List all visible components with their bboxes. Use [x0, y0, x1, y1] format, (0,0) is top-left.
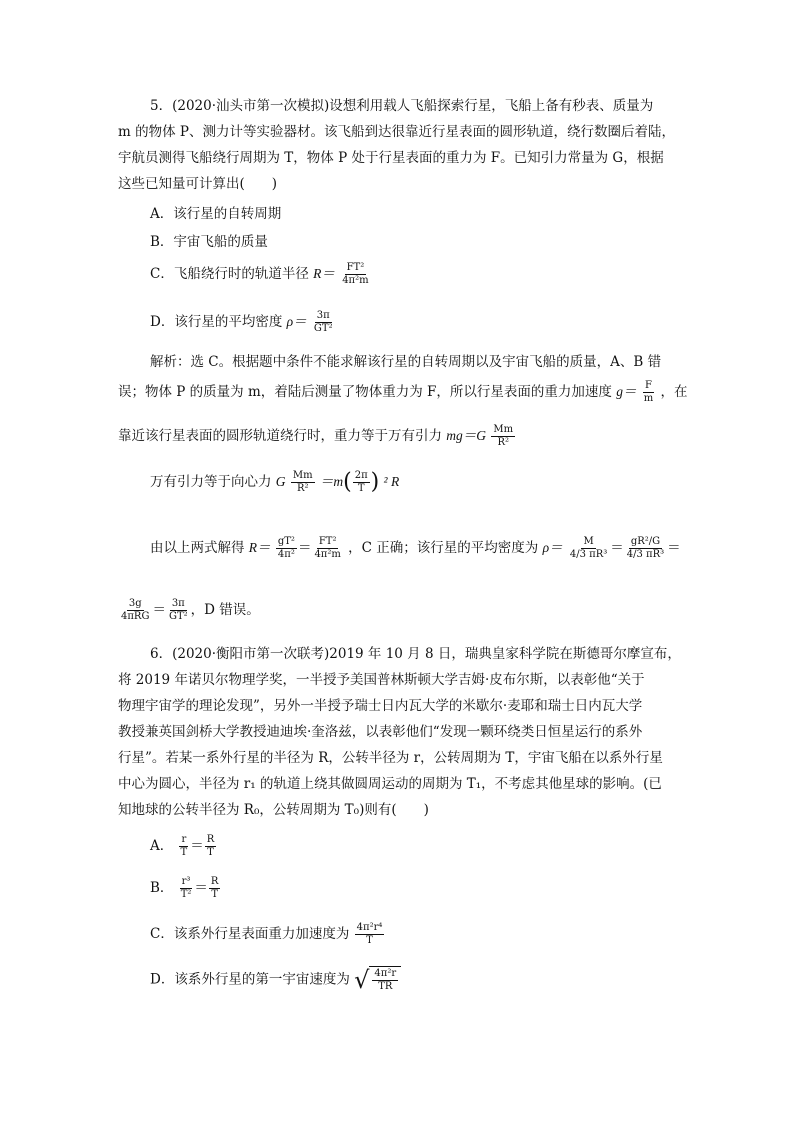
- solution-line-3: 靠近该行星表面的圆形轨道绕行时，重力等于万有引力 mg＝G $\frac{Mm}{\text{R²}}$: [118, 424, 514, 448]
- q6-option-d: D．该系外行星的第一宇宙速度为 √ 4π²r TR: [150, 966, 401, 994]
- solution-line-4: 万有引力等于向心力 G $\frac{Mm}{\text{R²}}$ ＝m( $\frac{2\pi}{T}$ ) ² R: [150, 469, 400, 495]
- q6-line-7: 知地球的公转半径为 R₀，公转周期为 T₀)则有( ): [118, 802, 429, 818]
- q5-line-1: 5．(2020·汕头市第一次模拟)设想利用载人飞船探索行星，飞船上备有秒表、质量为: [150, 98, 654, 114]
- q5-option-d-text: D．该行星的平均密度: [150, 314, 283, 330]
- q5-option-c-text: C．飞船绕行时的轨道半径: [150, 266, 309, 282]
- solution-line-2: 误；物体 P 的质量为 m，着陆后测量了物体重力为 F，所以行星表面的重力加速度 g＝ $\frac{F}{m}$ ，在: [118, 380, 688, 404]
- q5-option-d: [150, 310, 336, 335]
- solution-line-5: 由以上两式解得 R＝ $\frac{\text{gT²}}{\text{4π²}}$ ＝ $\frac{\text{FT²}}{\text{4π²m}}$ ，C 正确；该行星的平均密度为 ρ＝ $\frac{M}{\text{4/3 πR³}}$ ＝ $\frac{\text{gR²/G}}{\text{4/3 πR³}}$ ＝: [150, 536, 681, 560]
- q6-line-1: 6．(2020·衡阳市第一次联考)2019 年 10 月 8 日，瑞典皇家科学院在斯德哥尔摩宣布，: [150, 646, 681, 662]
- q6-option-a: A． $\frac{r}{T}$ ＝ $\frac{R}{T}$: [150, 834, 215, 858]
- solution-line-1: 解析：选 C。根据题中条件不能求解该行星的自转周期以及宇宙飞船的质量，A、B 错: [150, 354, 662, 370]
- q6-line-5: 行星”。若某一系外行星的半径为 R，公转半径为 r，公转周期为 T，宇宙飞船在以系外行星: [118, 750, 663, 766]
- q6-line-6: 中心为圆心，半径为 r₁ 的轨道上绕其做圆周运动的周期为 T₁，不考虑其他星球的影响。(已: [118, 776, 662, 792]
- solution-g-fraction: $\frac{F}{m}$: [643, 380, 654, 404]
- q5-option-a: A．该行星的自转周期: [150, 206, 282, 222]
- q6-option-c: C．该系外行星表面重力加速度为 $\frac{\text{4π²r⁴}}{T}$: [150, 922, 383, 946]
- q5-line-3: 宇航员测得飞船绕行周期为 T，物体 P 处于行星表面的重力为 F。已知引力常量为 G，根据: [118, 150, 664, 166]
- q6-line-4: 教授兼英国剑桥大学教授迪迪埃·奎洛兹，以表彰他们“发现一颗环绕类日恒星运行的系外: [118, 724, 643, 740]
- q5-option-d-eq: ρ＝: [286, 314, 307, 329]
- q6-line-2: 将 2019 年诺贝尔物理学奖，一半授予美国普林斯顿大学吉姆·皮布尔斯，以表彰他“关于: [118, 672, 645, 688]
- sqrt-symbol: √ 4π²r TR: [354, 966, 401, 994]
- q5-option-c-eq: R＝: [313, 266, 335, 281]
- q5-option-c: [150, 262, 372, 287]
- q5-line-2: m 的物体 P、测力计等实验器材。该飞船到达很靠近行星表面的圆形轨道，绕行数圈后着陆，: [118, 124, 675, 140]
- q5-option-b: B．宇宙飞船的质量: [150, 234, 268, 250]
- q6-option-b: B． $\frac{\text{r³}}{\text{T²}}$ ＝ $\frac{R}{T}$: [150, 876, 219, 900]
- q5-option-d-fraction: $\frac{3\pi}{\text{GT²}}$: [313, 310, 333, 334]
- q6-line-3: 物理宇宙学的理论发现”，另外一半授予瑞士日内瓦大学的米歇尔·麦耶和瑞士日内瓦大学: [118, 698, 643, 714]
- solution-line-6: 3g 4πRG ＝ $\frac{3\pi}{\text{GT²}}$ ，D 错误。: [121, 598, 260, 622]
- q5-line-4: 这些已知量可计算出( ): [118, 176, 278, 192]
- q5-option-c-fraction: $\frac{\text{FT²}}{\text{4π²m}}$: [342, 262, 369, 286]
